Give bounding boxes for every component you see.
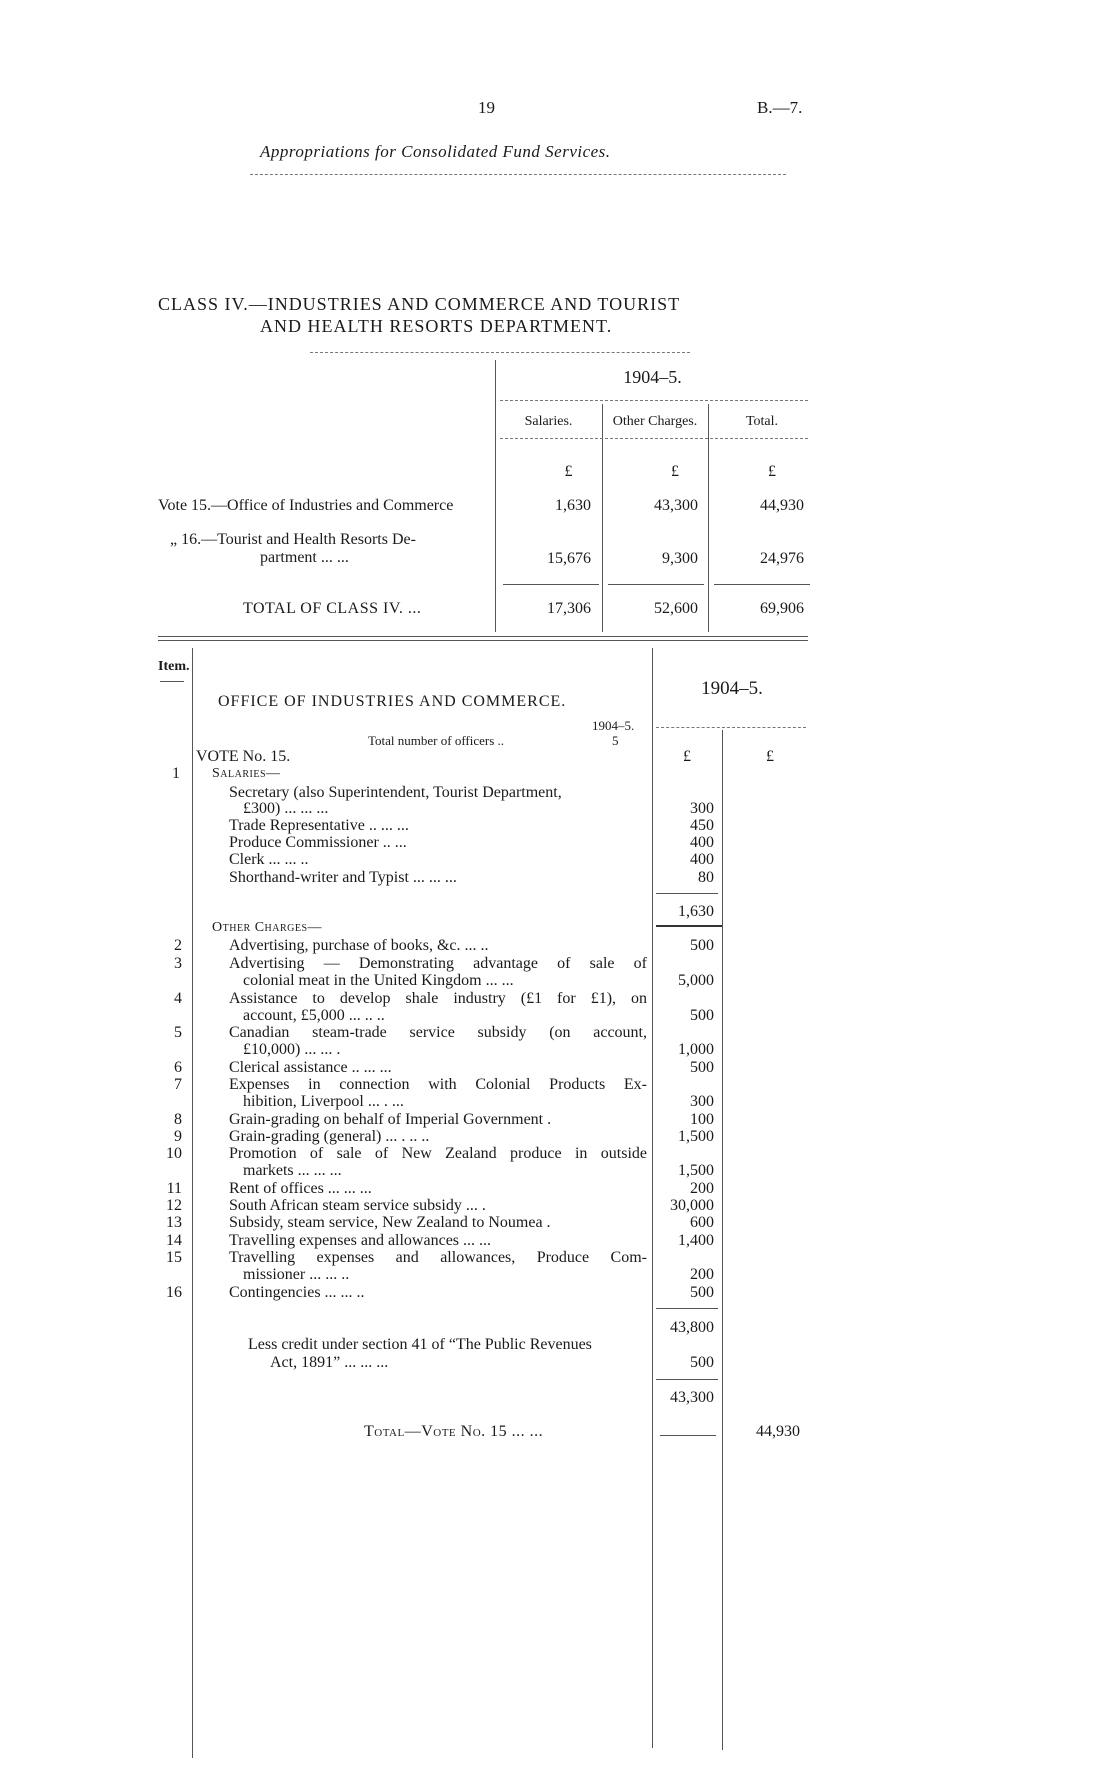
officers-label: Total number of officers .. [368, 733, 505, 748]
charge-desc: South African steam service subsidy ... . [229, 1197, 486, 1214]
summary-row-other: 9,300 [662, 550, 698, 567]
charge-amount: 30,000 [670, 1197, 714, 1214]
charge-amount: 500 [690, 937, 714, 954]
summary-row-total: 24,976 [760, 550, 804, 567]
item-number: 10 [166, 1145, 182, 1162]
charge-amount: 5,000 [678, 972, 714, 989]
charge-amount: 500 [690, 1059, 714, 1076]
item-number: 5 [174, 1024, 182, 1041]
charge-desc-cont: colonial meat in the United Kingdom ... ... [243, 972, 514, 989]
summary-total-total: 69,906 [760, 600, 804, 617]
charge-amount: 200 [690, 1180, 714, 1197]
charge-desc: Advertising — Demonstrating advantage of sale of [229, 955, 647, 972]
salary-desc-cont: £300) ... ... ... [243, 800, 329, 817]
charge-amount: 200 [690, 1266, 714, 1283]
salary-amount: 450 [690, 817, 714, 834]
salary-amount: 400 [690, 834, 714, 851]
vote-total-amount: 44,930 [756, 1423, 800, 1440]
item-number: 8 [174, 1111, 182, 1128]
page-number: 19 [478, 98, 495, 117]
summary-header-salaries: Salaries. [524, 414, 573, 429]
summary-row-total: 44,930 [760, 497, 804, 514]
summary-currency: £ [671, 463, 679, 480]
charge-desc: Travelling expenses and allowances ... ... [229, 1232, 492, 1249]
section-divider [158, 640, 808, 641]
summary-header-total: Total. [745, 414, 779, 429]
summary-row-label: Vote 15.—Office of Industries and Commerce [158, 497, 454, 514]
section-divider [158, 636, 808, 637]
charge-desc: Contingencies ... ... .. [229, 1284, 365, 1301]
charge-desc-cont: hibition, Liverpool ... . ... [243, 1093, 404, 1110]
item-number: 6 [174, 1059, 182, 1076]
item-number: 4 [174, 990, 182, 1007]
summary-row-label-cont: partment ... ... [260, 549, 349, 566]
running-title: Appropriations for Consolidated Fund Services. [260, 142, 611, 161]
item-number: 13 [166, 1214, 182, 1231]
charge-amount: 1,500 [678, 1128, 714, 1145]
item-number: 2 [174, 937, 182, 954]
summary-total-other: 52,600 [654, 600, 698, 617]
salary-amount: 400 [690, 851, 714, 868]
summary-currency: £ [564, 463, 573, 480]
officers-count: 5 [612, 733, 619, 748]
charge-desc-cont: markets ... ... ... [243, 1162, 342, 1179]
detail-year: 1904–5. [701, 678, 763, 699]
salary-desc: Shorthand-writer and Typist ... ... ... [229, 869, 457, 886]
salaries-heading: Salaries— [212, 766, 281, 781]
officers-year: 1904–5. [592, 718, 635, 733]
charge-desc-cont: £10,000) ... ... . [243, 1041, 341, 1058]
item-number: 15 [166, 1249, 182, 1266]
other-charges-subtotal: 43,800 [670, 1319, 714, 1336]
item-number: 1 [172, 765, 180, 782]
item-number: 12 [166, 1197, 182, 1214]
salary-desc: Produce Commissioner .. ... [229, 834, 407, 851]
charge-desc: Clerical assistance .. ... ... [229, 1059, 392, 1076]
vote-label: VOTE No. 15. [196, 748, 291, 765]
charge-desc-cont: missioner ... ... .. [243, 1266, 350, 1283]
charge-amount: 1,500 [678, 1162, 714, 1179]
header-rule [250, 174, 786, 175]
vote-total-label [364, 1423, 543, 1441]
charge-amount: 500 [690, 1284, 714, 1301]
item-number: 9 [174, 1128, 182, 1145]
salary-amount: 80 [698, 869, 714, 886]
salaries-total: 1,630 [678, 903, 714, 920]
salary-desc: Clerk ... ... .. [229, 851, 309, 868]
charge-amount: 500 [690, 1007, 714, 1024]
summary-total-label: TOTAL OF CLASS IV. ... [243, 600, 422, 617]
less-credit-line1: Less credit under section 41 of “The Public Revenues [248, 1336, 592, 1353]
item-number: 7 [174, 1076, 182, 1093]
charge-desc: Canadian steam-trade service subsidy (on account, [229, 1024, 647, 1041]
item-number: 14 [166, 1232, 182, 1249]
charge-desc: Promotion of sale of New Zealand produce in outside [229, 1145, 647, 1162]
summary-row-salaries: 1,630 [555, 497, 591, 514]
currency-col1: £ [683, 748, 691, 765]
less-credit-line2: Act, 1891” ... ... ... [270, 1354, 389, 1371]
vote-total-label-text: Total—Vote No. 15 ... ... [364, 1423, 544, 1440]
charge-amount: 1,000 [678, 1041, 714, 1058]
charge-desc: Travelling expenses and allowances, Produce Com- [229, 1249, 647, 1266]
salary-desc: Secretary (also Superintendent, Tourist Department, [229, 784, 562, 801]
charge-amount: 100 [690, 1111, 714, 1128]
title-rule [310, 352, 690, 353]
charge-amount: 600 [690, 1214, 714, 1231]
charge-desc-cont: account, £5,000 ... .. .. [243, 1007, 385, 1024]
summary-row-salaries: 15,676 [547, 550, 591, 567]
charge-desc: Subsidy, steam service, New Zealand to Noumea . [229, 1214, 551, 1231]
other-charges-net: 43,300 [670, 1389, 714, 1406]
summary-total-salaries: 17,306 [547, 600, 591, 617]
item-header: Item. [158, 659, 190, 674]
currency-col2: £ [766, 748, 774, 765]
item-number: 16 [166, 1284, 182, 1301]
charge-amount: 300 [690, 1093, 714, 1110]
less-credit-amount: 500 [690, 1354, 714, 1371]
page-reference: B.—7. [757, 98, 803, 117]
salary-desc: Trade Representative .. ... ... [229, 817, 409, 834]
charge-desc: Assistance to develop shale industry (£1 for £1), on [229, 990, 647, 1007]
charge-desc: Advertising, purchase of books, &c. ... .. [229, 937, 489, 954]
summary-header-other-charges: Other Charges. [612, 414, 698, 429]
charge-desc: Rent of offices ... ... ... [229, 1180, 372, 1197]
charge-amount: 1,400 [678, 1232, 714, 1249]
charge-desc: Grain-grading on behalf of Imperial Government . [229, 1111, 552, 1128]
salary-amount: 300 [690, 800, 714, 817]
summary-row-label: „ 16.—Tourist and Health Resorts De- [170, 531, 416, 548]
class-title-line2: AND HEALTH RESORTS DEPARTMENT. [260, 316, 613, 336]
charge-desc: Expenses in connection with Colonial Products Ex- [229, 1076, 647, 1093]
item-number: 3 [174, 955, 182, 972]
charge-desc: Grain-grading (general) ... . .. .. [229, 1128, 430, 1145]
other-charges-heading: Other Charges— [212, 920, 323, 935]
summary-currency: £ [768, 463, 776, 480]
summary-row-other: 43,300 [654, 497, 698, 514]
item-number: 11 [166, 1180, 182, 1197]
summary-year: 1904–5. [623, 367, 682, 387]
class-title-line1: CLASS IV.—INDUSTRIES AND COMMERCE AND TOURIST [158, 294, 681, 314]
section-title: OFFICE OF INDUSTRIES AND COMMERCE. [218, 693, 567, 710]
